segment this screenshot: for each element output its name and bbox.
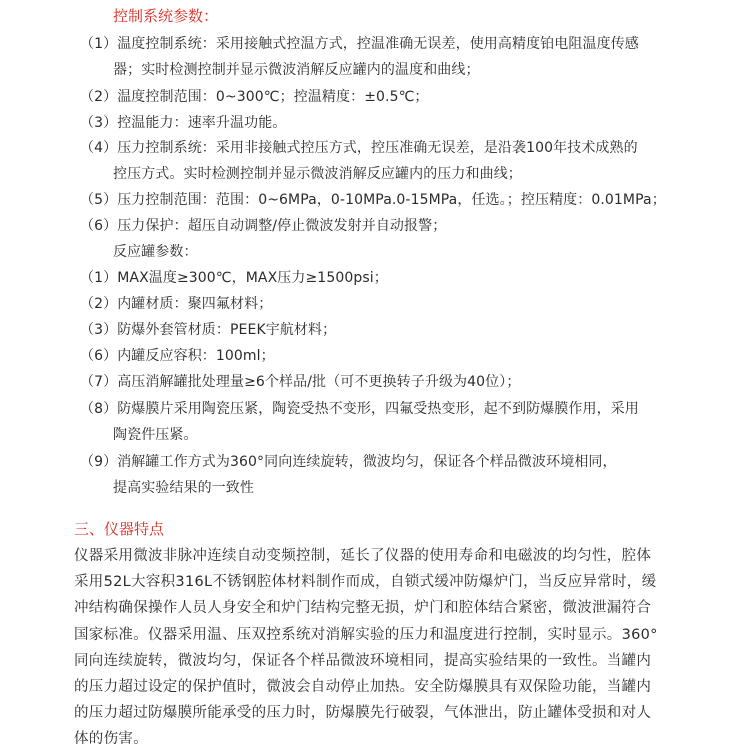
paragraph-line: 国家标准。仪器采用温、压双控系统对消解实验的压力和温度进行控制，实时显示。360° xyxy=(74,626,658,643)
list-item: （9）消解罐工作方式为360°同向连续旋转，微波均匀，保证各个样品微波环境相同， xyxy=(80,454,617,470)
control-params-heading: 控制系统参数： xyxy=(113,7,219,25)
list-item: （5）压力控制范围：范围：0~6MPa，0-10MPa.0-15MPa，任选。；控压精度：0.01MPa； xyxy=(80,192,666,208)
list-item: （6）压力保护：超压自动调整/停止微波发射并自动报警； xyxy=(80,218,447,234)
list-item: （4）压力控制系统：采用非接触式控压方式，控压准确无误差，是沿袭100年技术成熟的 xyxy=(80,140,638,156)
paragraph-line: 同向连续旋转，微波均匀，保证各个样品微波环境相同，提高实验结果的一致性。当罐内 xyxy=(74,652,652,669)
reactor-params-heading: 反应罐参数： xyxy=(113,244,198,260)
list-item: （3）控温能力：速率升温功能。 xyxy=(80,115,287,131)
list-item: （1）MAX温度≥300℃，MAX压力≥1500psi； xyxy=(80,270,388,286)
paragraph-line: 冲结构确保操作人员人身安全和炉门结构完整无损，炉门和腔体结合紧密，微波泄漏符合 xyxy=(74,600,652,617)
list-item: 陶瓷件压紧。 xyxy=(113,427,198,443)
paragraph-line: 仪器采用微波非脉冲连续自动变频控制，延长了仪器的使用寿命和电磁波的均匀性，腔体 xyxy=(74,548,652,564)
paragraph-line: 的压力超过设定的保护值时，微波会自动停止加热。安全防爆膜具有双保险功能，当罐内 xyxy=(74,679,652,696)
paragraph-line: 体的伤害。 xyxy=(74,731,148,748)
paragraph-line: 采用52L大容积316L不锈钢腔体材料制作而成，自锁式缓冲防爆炉门，当反应异常时，缓 xyxy=(74,574,657,591)
features-heading: 三、仪器特点 xyxy=(74,520,165,538)
features-paragraph xyxy=(74,543,694,753)
list-item: 提高实验结果的一致性 xyxy=(113,480,254,496)
list-item: 控压方式。实时检测控制并显示微波消解反应罐内的压力和曲线； xyxy=(113,166,522,182)
list-item: （3）防爆外套管材质：PEEK宇航材料； xyxy=(80,322,337,338)
list-item: （2）内罐材质：聚四氟材料； xyxy=(80,296,273,312)
list-item: （1）温度控制系统：采用接触式控温方式，控温准确无误差，使用高精度铂电阻温度传感 xyxy=(80,36,639,52)
paragraph-line: 的压力超过防爆膜所能承受的压力时，防爆膜先行破裂，气体泄出，防止罐体受损和对人 xyxy=(74,705,652,722)
list-item: 器；实时检测控制并显示微波消解反应罐内的温度和曲线； xyxy=(113,62,480,78)
list-item: （2）温度控制范围：0~300℃；控温精度：±0.5℃； xyxy=(80,89,429,105)
list-item: （7）高压消解罐批处理量≥6个样品/批（可不更换转子升级为40位）； xyxy=(80,374,521,390)
list-item: （8）防爆膜片采用陶瓷压紧，陶瓷受热不变形，四氟受热变形，起不到防爆膜作用，采用 xyxy=(80,401,639,417)
list-item: （6）内罐反应容积：100ml； xyxy=(80,348,275,364)
